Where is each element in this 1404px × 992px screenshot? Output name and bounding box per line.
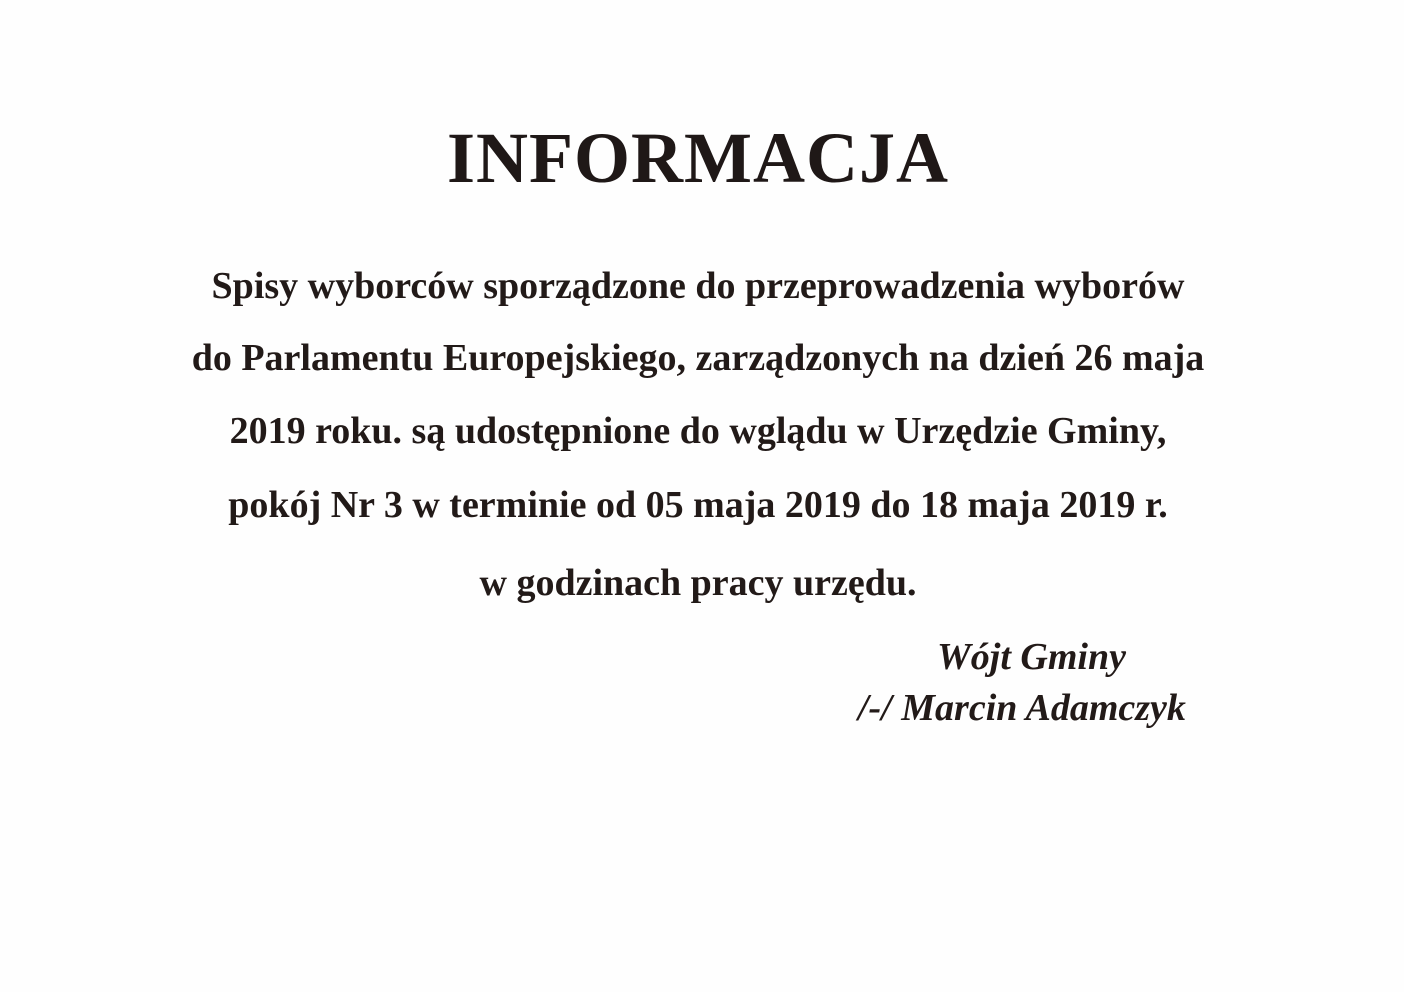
body-line-4: pokój Nr 3 w terminie od 05 maja 2019 do 18 maja 2019 r. [228,484,1168,526]
signature-name: /-/ Marcin Adamczyk [858,687,1186,729]
body-line-1: Spisy wyborców sporządzone do przeprowadzenia wyborów [211,265,1185,307]
document-title: INFORMACJA [447,118,949,198]
body-line-2: do Parlamentu Europejskiego, zarządzonych na dzień 26 maja [191,337,1205,379]
signature-role: Wójt Gminy [937,636,1126,678]
body-line-5: w godzinach pracy urzędu. [479,562,917,604]
body-line-3: 2019 roku. są udostępnione do wglądu w Urzędzie Gminy, [229,410,1167,452]
